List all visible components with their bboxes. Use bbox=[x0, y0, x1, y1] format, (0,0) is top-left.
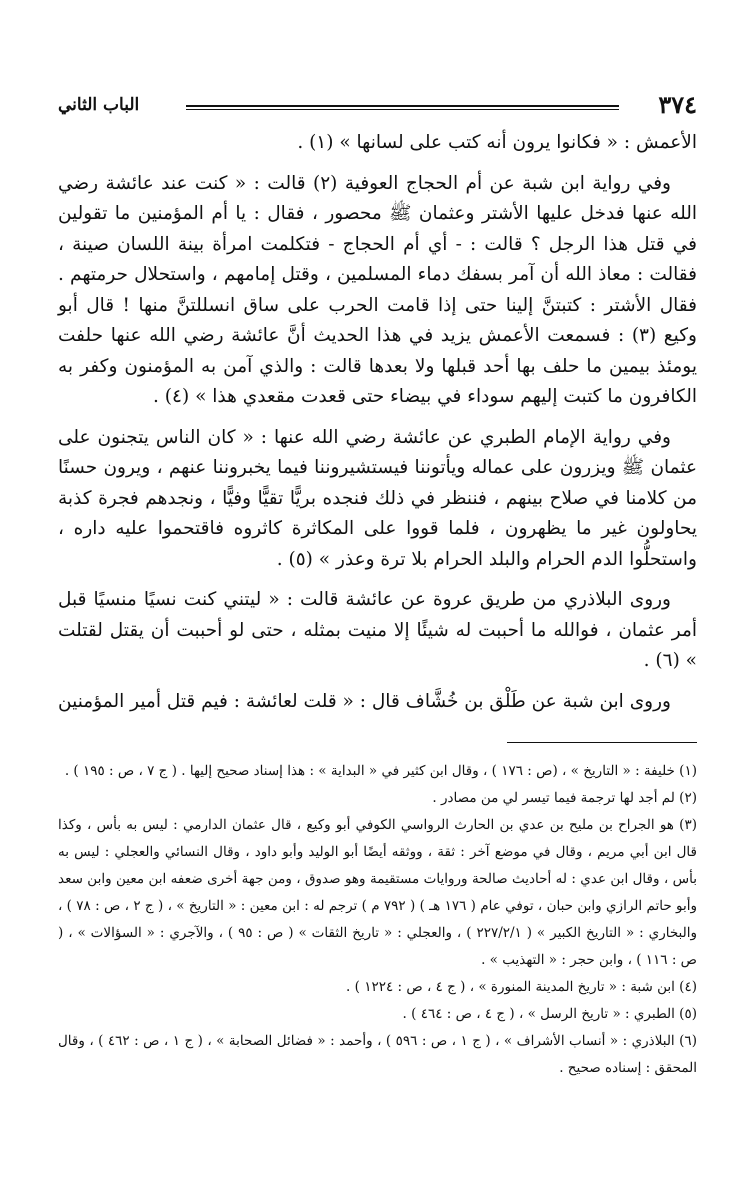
footnote: (٣) هو الجراح بن مليح بن عدي بن الحارث الرواسي الكوفي أبو وكيع ، قال عثمان الدارمي : ليس به بأس ، وكذا قال ابن أبي مريم ، وقال في موضع آخر : ثقة ، ووثقه أيضًا أبو الوليد وأبو داود ، وقال النسائي والعجلي : ليس به بأس ، وقال ابن عدي : له أحاديث صالحة وروايات مستقيمة وهو صدوق ، ومن جهة أخرى ضعفه ابن معين وابن سعد وأبو حاتم الرازي وابن حبان ، توفي عام ( ١٧٦ هـ ) ( ٧٩٢ م ) ترجم له : ابن معين : « التاريخ » ، ( ج ٢ ، ص : ٧٨ ) ، والبخاري : « التاريخ الكبير » ( ٢٢٧/٢/١ ) ، والعجلي : « تاريخ الثقات » ( ص : ٩٥ ) ، والآجري : « السؤالات » ، ( ص : ١١٦ ) ، وابن حجر : « التهذيب » . bbox=[58, 817, 697, 968]
page-number: ٣٧٤ bbox=[658, 90, 697, 119]
paragraph: وفي رواية الإمام الطبري عن عائشة رضي الله عنها : « كان الناس يتجنون على عثمان ﷺ ويزرون على عماله ويأتوننا فيستشيروننا فيما يخبروننا عنهم ، ويرون حسنًا من كلامنا في صلاح بينهم ، فننظر في ذلك فنجده بريًّا تقيًّا وفيًّا ، ونجدهم فجرة كذبة يحاولون غير ما يظهرون ، فلما قووا على المكاثرة كاثروه فاقتحموا عليه داره ، واستحلُّوا الدم الحرام والبلد الحرام بلا ترة وعذر » (٥) . bbox=[58, 426, 697, 570]
footnote: (١) خليفة : « التاريخ » ، (ص : ١٧٦ ) ، وقال ابن كثير في « البداية » : هذا إسناد صحيح إليها . ( ج ٧ ، ص : ١٩٥ ) . bbox=[64, 763, 697, 779]
footnote-separator bbox=[507, 742, 697, 743]
chapter-title: الباب الثاني bbox=[58, 95, 140, 115]
footnotes bbox=[58, 758, 697, 1082]
paragraph: وروى ابن شبة عن طَلْق بن خُشَّاف قال : « قلت لعائشة : فيم قتل أمير المؤمنين bbox=[58, 690, 671, 712]
paragraph: وفي رواية ابن شبة عن أم الحجاج العوفية (٢) قالت : « كنت عند عائشة رضي الله عنها فدخل عليها الأشتر وعثمان ﷺ محصور ، فقال : يا أم المؤمنين ما تقولين في قتل هذا الرجل ؟ قالت : - أي أم الحجاج - فتكلمت امرأة بينة اللسان صينة ، فقالت : معاذ الله أن آمر بسفك دماء المسلمين ، وقتل إمامهم ، واستحلال حرمتهم . فقال الأشتر : كتبتنَّ إلينا حتى إذا قامت الحرب على ساق انسللتنَّ منها ! قال أبو وكيع (٣) : فسمعت الأعمش يزيد في هذا الحديث أنَّ عائشة رضي الله عنها حلفت يومئذ بيمين ما حلف بها أحد قبلها ولا بعدها قالت : والذي آمن به المؤمنون وكفر به الكافرون ما كتبت إليهم سوداء في بيضاء حتى قعدت مقعدي هذا » (٤) . bbox=[58, 172, 697, 407]
footnote: (٤) ابن شبة : « تاريخ المدينة المنورة » ، ( ج ٤ ، ص : ١٢٢٤ ) . bbox=[346, 979, 697, 995]
main-text bbox=[58, 128, 697, 717]
footnote: (٦) البلاذري : « أنساب الأشراف » ، ( ج ١ ، ص : ٥٩٦ ) ، وأحمد : « فضائل الصحابة » ، ( ج ١ ، ص : ٤٦٢ ) ، وقال المحقق : إسناده صحيح . bbox=[58, 1033, 697, 1076]
footnote: (٢) لم أجد لها ترجمة فيما تيسر لي من مصادر . bbox=[432, 790, 697, 806]
header-rule bbox=[186, 105, 619, 110]
footnote: (٥) الطبري : « تاريخ الرسل » ، ( ج ٤ ، ص : ٤٦٤ ) . bbox=[402, 1006, 697, 1022]
paragraph: الأعمش : « فكانوا يرون أنه كتب على لسانها » (١) . bbox=[297, 132, 697, 153]
paragraph: وروى البلاذري من طريق عروة عن عائشة قالت : « ليتني كنت نسيًا منسيًا قبل أمر عثمان ، فوالله ما أحببت له شيئًا إلا منيت بمثله ، حتى لو أحببت أن يقتل لقتلت » (٦) . bbox=[58, 589, 697, 671]
page-header bbox=[58, 90, 697, 124]
